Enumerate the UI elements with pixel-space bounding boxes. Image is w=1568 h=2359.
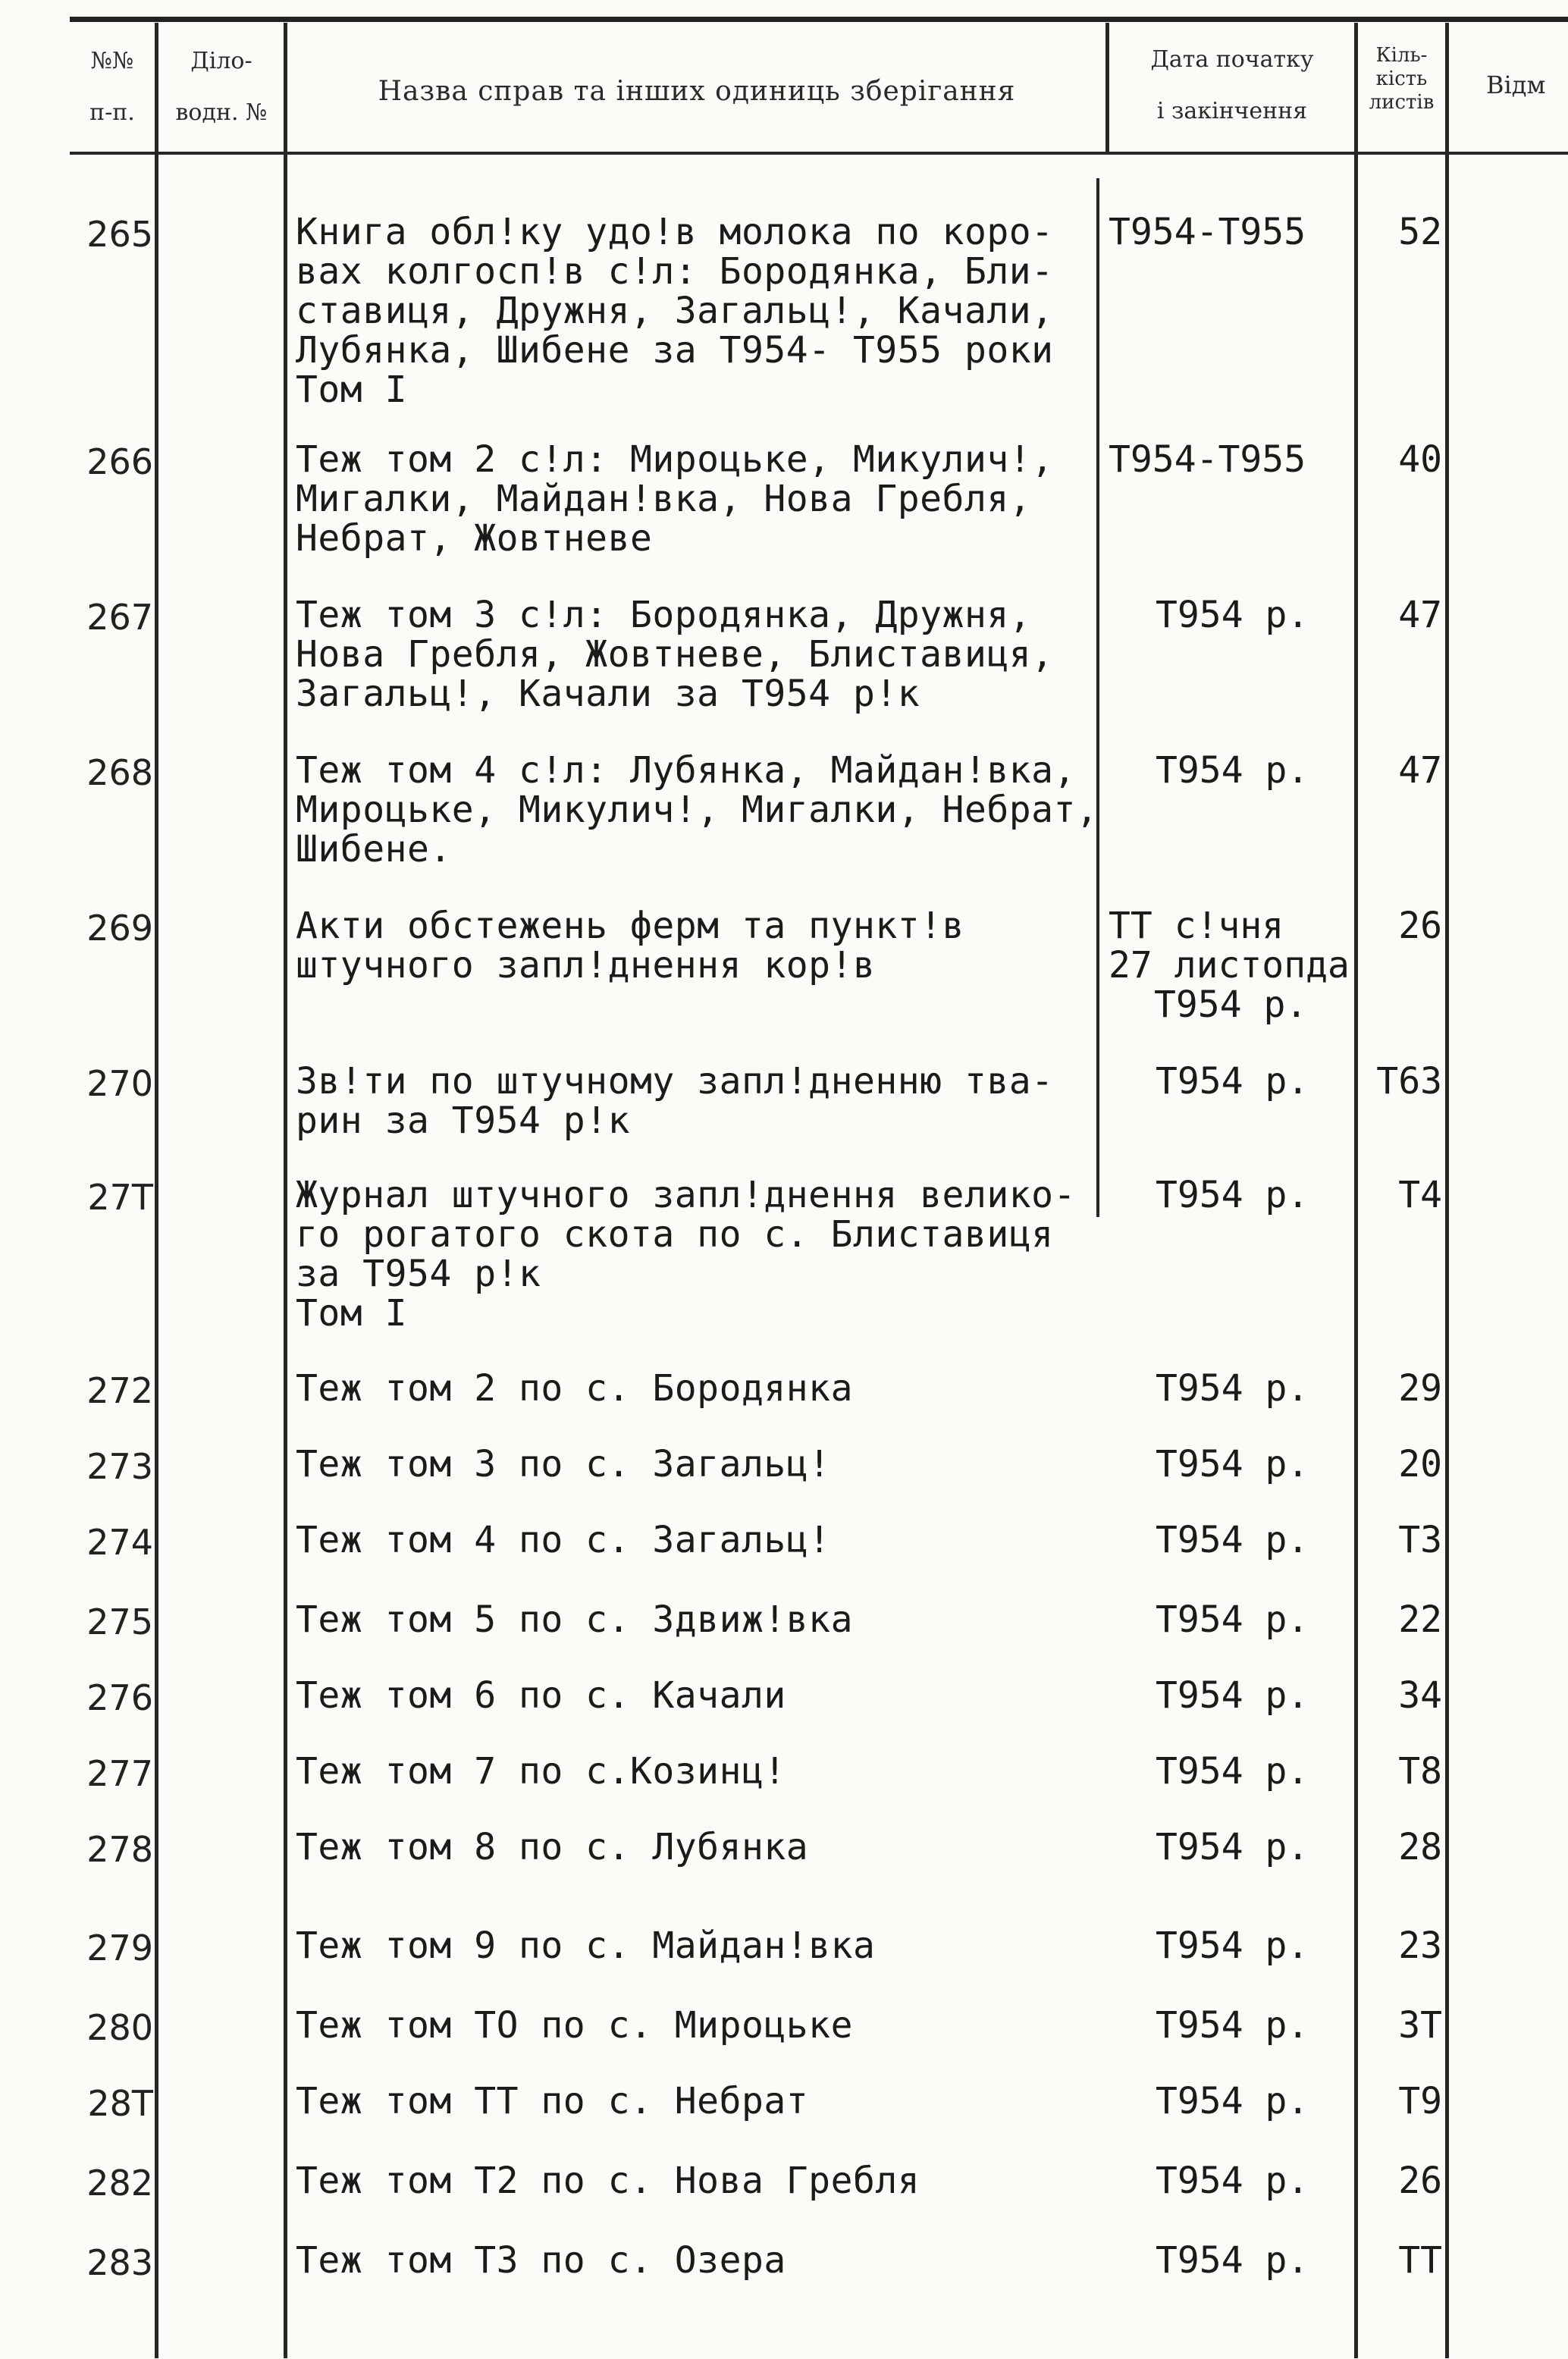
row-title-line: Мироцьке, Микулич!, Мигалки, Небрат, bbox=[296, 789, 1099, 831]
row-page-count: ТТ bbox=[1398, 2239, 1442, 2282]
row-title-line: Небрат, Жовтневе bbox=[296, 517, 653, 560]
row-number: 283 bbox=[86, 2242, 153, 2283]
row-title-line: рин за Т954 р!к bbox=[296, 1100, 630, 1142]
header-count-line3: листів bbox=[1369, 91, 1435, 114]
row-title-line: ставиця, Дружня, Загальц!, Качали, bbox=[296, 290, 1054, 332]
header-office-line2: водн. № bbox=[175, 99, 268, 126]
row-title-line: Теж том ТТ по с. Небрат bbox=[296, 2080, 809, 2122]
row-date-line: Т954 р. bbox=[1156, 1174, 1309, 1216]
row-number: 27Т bbox=[87, 1177, 153, 1218]
row-page-count: 52 bbox=[1398, 211, 1442, 253]
row-title bbox=[296, 1926, 1115, 1965]
row-title bbox=[296, 2006, 1115, 2045]
row-number: 269 bbox=[86, 908, 153, 949]
row-number: 280 bbox=[86, 2007, 153, 2048]
row-page-count: 20 bbox=[1398, 1443, 1442, 1485]
row-title bbox=[296, 1827, 1115, 1867]
row-number: 273 bbox=[86, 1446, 153, 1487]
row-title-line: Том I bbox=[296, 369, 407, 411]
header-office-line1: Діло- bbox=[190, 48, 252, 74]
row-date-line: Т954 р. bbox=[1156, 2160, 1309, 2202]
row-page-count: Т8 bbox=[1398, 1750, 1442, 1793]
row-title bbox=[296, 1445, 1115, 1484]
row-title bbox=[296, 2161, 1115, 2201]
row-page-count: Т3 bbox=[1398, 1519, 1442, 1561]
row-date-line: Т954 р. bbox=[1156, 1750, 1309, 1793]
row-title bbox=[296, 595, 1115, 714]
row-page-count: 22 bbox=[1398, 1598, 1442, 1641]
row-title-line: Теж том 4 по с. Загальц! bbox=[296, 1519, 831, 1561]
row-date-line: Т954 р. bbox=[1156, 1367, 1309, 1410]
row-title-line: Шибене. bbox=[296, 828, 452, 871]
header-dates-line1: Дата початку bbox=[1150, 46, 1314, 73]
row-page-count: 47 bbox=[1398, 594, 1442, 636]
row-number: 272 bbox=[86, 1370, 153, 1411]
row-title-line: штучного запл!днення кор!в bbox=[296, 944, 876, 987]
row-title-line: Том I bbox=[296, 1292, 407, 1335]
row-date-line: Т954 р. bbox=[1156, 2239, 1309, 2282]
row-title-line: Мигалки, Майдан!вка, Нова Гребля, bbox=[296, 478, 1032, 520]
row-page-count: 3Т bbox=[1398, 2004, 1442, 2047]
row-dates bbox=[1109, 906, 1381, 1024]
row-title bbox=[296, 1752, 1115, 1791]
row-date-line: Т954 р. bbox=[1156, 1519, 1309, 1561]
row-title-line: Зв!ти по штучному запл!дненню тва- bbox=[296, 1060, 1054, 1103]
row-page-count: 28 bbox=[1398, 1826, 1442, 1868]
row-number: 28Т bbox=[87, 2083, 153, 2124]
row-title-line: Теж том Т3 по с. Озера bbox=[296, 2239, 786, 2282]
row-title bbox=[296, 751, 1115, 869]
row-page-count: Т4 bbox=[1398, 1174, 1442, 1216]
row-date-line: Т954 р. bbox=[1156, 1925, 1309, 1967]
row-page-count: Т63 bbox=[1376, 1060, 1442, 1103]
row-number: 265 bbox=[86, 214, 153, 255]
row-page-count: 26 bbox=[1398, 905, 1442, 947]
row-date-line: Т954-Т955 bbox=[1109, 211, 1306, 253]
row-date-line: Т954 р. bbox=[1156, 1598, 1309, 1641]
row-number: 277 bbox=[86, 1753, 153, 1794]
row-date-line: ТТ с!чня bbox=[1109, 905, 1284, 947]
row-number: 275 bbox=[86, 1601, 153, 1642]
row-date-line: Т954-Т955 bbox=[1109, 438, 1306, 481]
row-title bbox=[296, 2081, 1115, 2121]
row-title-line: Теж том 8 по с. Лубянка bbox=[296, 1826, 809, 1868]
header-count-line2: кість bbox=[1375, 67, 1428, 91]
row-title bbox=[296, 1520, 1115, 1560]
header-number-line2: п-п. bbox=[89, 99, 135, 126]
row-number: 267 bbox=[86, 597, 153, 638]
row-title-line: Лубянка, Шибене за Т954- Т955 роки bbox=[296, 329, 1054, 372]
row-title-line: вах колгосп!в с!л: Бородянка, Бли- bbox=[296, 250, 1054, 293]
row-title bbox=[296, 1175, 1115, 1333]
row-date-line: Т954 р. bbox=[1156, 1674, 1309, 1717]
row-title bbox=[296, 1676, 1115, 1715]
row-number: 279 bbox=[86, 1928, 153, 1968]
header-dates-line2: і закінчення bbox=[1156, 97, 1308, 124]
row-title-line: Теж том Т2 по с. Нова Гребля bbox=[296, 2160, 920, 2202]
row-title-line: Нова Гребля, Жовтневе, Блиставиця, bbox=[296, 633, 1054, 676]
header-number-line1: №№ bbox=[90, 48, 134, 74]
row-number: 266 bbox=[86, 441, 153, 482]
header-title: Назва справ та інших одиниць зберігання bbox=[378, 76, 1016, 107]
row-date-line: 27 листопда bbox=[1109, 944, 1350, 987]
row-title bbox=[296, 1600, 1115, 1639]
row-title-line: Журнал штучного запл!днення велико- bbox=[296, 1174, 1076, 1216]
row-number: 278 bbox=[86, 1829, 153, 1870]
row-title-line: го рогатого скота по с. Блиставиця bbox=[296, 1213, 1054, 1256]
row-title bbox=[296, 2241, 1115, 2280]
row-dates bbox=[1109, 212, 1381, 252]
row-date-line: Т954 р. bbox=[1156, 1060, 1309, 1103]
row-title-line: Теж том ТО по с. Мироцьке bbox=[296, 2004, 853, 2047]
row-title-line: Акти обстежень ферм та пункт!в bbox=[296, 905, 964, 947]
row-number: 270 bbox=[86, 1063, 153, 1104]
row-number: 282 bbox=[86, 2163, 153, 2204]
row-title-line: Загальц!, Качали за Т954 р!к bbox=[296, 673, 920, 715]
header-count-line1: Кіль- bbox=[1375, 44, 1428, 67]
row-page-count: Т9 bbox=[1398, 2080, 1442, 2122]
row-date-line: Т954 р. bbox=[1156, 1826, 1309, 1868]
row-title-line: Теж том 7 по с.Козинц! bbox=[296, 1750, 786, 1793]
row-page-count: 40 bbox=[1398, 438, 1442, 481]
row-title-line: Теж том 2 по с. Бородянка bbox=[296, 1367, 853, 1410]
row-page-count: 34 bbox=[1398, 1674, 1442, 1717]
row-title-line: Теж том 3 по с. Загальц! bbox=[296, 1443, 831, 1485]
row-title bbox=[296, 1062, 1115, 1140]
row-title-line: Теж том 3 с!л: Бородянка, Дружня, bbox=[296, 594, 1032, 636]
row-page-count: 26 bbox=[1398, 2160, 1442, 2202]
row-dates bbox=[1109, 440, 1381, 479]
row-title bbox=[296, 1369, 1115, 1408]
row-date-line: Т954 р. bbox=[1156, 1443, 1309, 1485]
row-page-count: 23 bbox=[1398, 1925, 1442, 1967]
row-title-line: Книга обл!ку удо!в молока по коро- bbox=[296, 211, 1054, 253]
row-number: 276 bbox=[86, 1677, 153, 1718]
row-title-line: Теж том 5 по с. Здвиж!вка bbox=[296, 1598, 853, 1641]
row-title-line: Теж том 6 по с. Качали bbox=[296, 1674, 786, 1717]
row-date-line: Т954 р. bbox=[1156, 594, 1309, 636]
row-number: 274 bbox=[86, 1522, 153, 1563]
header-notes: Відм bbox=[1486, 71, 1546, 99]
row-date-line: Т954 р. bbox=[1156, 2004, 1309, 2047]
row-date-line: Т954 р. bbox=[1156, 2080, 1309, 2122]
row-date-line: Т954 р. bbox=[1156, 749, 1309, 792]
row-title-line: Теж том 4 с!л: Лубянка, Майдан!вка, bbox=[296, 749, 1076, 792]
row-title-line: Теж том 9 по с. Майдан!вка bbox=[296, 1925, 876, 1967]
row-title bbox=[296, 906, 1115, 985]
row-number: 268 bbox=[86, 752, 153, 793]
row-title bbox=[296, 440, 1115, 558]
row-page-count: 29 bbox=[1398, 1367, 1442, 1410]
row-title-line: Теж том 2 с!л: Мироцьке, Микулич!, bbox=[296, 438, 1054, 481]
row-date-line: Т954 р. bbox=[1154, 983, 1308, 1026]
row-title bbox=[296, 212, 1115, 409]
row-page-count: 47 bbox=[1398, 749, 1442, 792]
row-title-line: за Т954 р!к bbox=[296, 1253, 541, 1295]
